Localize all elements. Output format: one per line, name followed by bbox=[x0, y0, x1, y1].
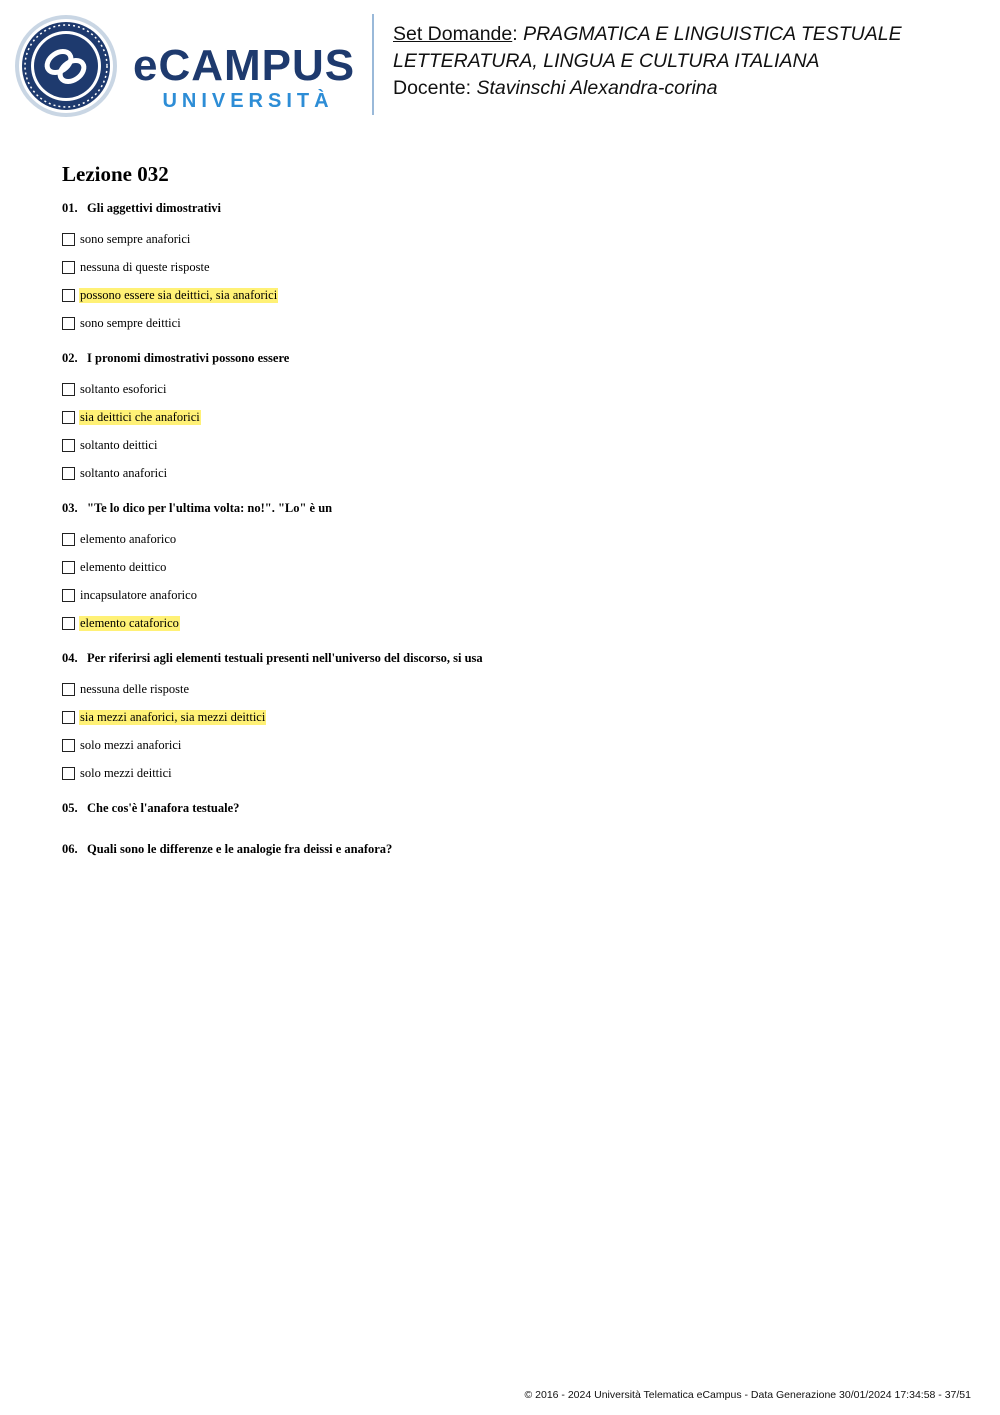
set-label: Set Domande bbox=[393, 23, 513, 45]
page-content bbox=[62, 160, 962, 882]
course-line-2-row bbox=[393, 48, 983, 75]
question-number: 02. bbox=[62, 351, 78, 365]
checkbox-icon[interactable] bbox=[62, 561, 75, 574]
checkbox-icon[interactable] bbox=[62, 289, 75, 302]
checkbox-icon[interactable] bbox=[62, 533, 75, 546]
answer-option[interactable] bbox=[62, 525, 962, 553]
answer-option[interactable] bbox=[62, 225, 962, 253]
question bbox=[62, 500, 962, 637]
answer-text: solo mezzi anaforici bbox=[80, 737, 182, 752]
checkbox-icon[interactable] bbox=[62, 617, 75, 630]
answer-option[interactable] bbox=[62, 431, 962, 459]
answer-text: sono sempre anaforici bbox=[80, 231, 191, 246]
answer-text: nessuna di queste risposte bbox=[80, 259, 210, 274]
page-header bbox=[0, 0, 1000, 130]
question bbox=[62, 350, 962, 487]
answer-option[interactable] bbox=[62, 253, 962, 281]
answer-option[interactable] bbox=[62, 403, 962, 431]
question-number: 04. bbox=[62, 651, 78, 665]
question-header bbox=[62, 650, 962, 666]
answer-text-highlighted: sia deittici che anaforici bbox=[80, 409, 200, 424]
question bbox=[62, 200, 962, 337]
question-number: 05. bbox=[62, 801, 78, 815]
answer-option[interactable] bbox=[62, 553, 962, 581]
checkbox-icon[interactable] bbox=[62, 739, 75, 752]
answer-text: nessuna delle risposte bbox=[80, 681, 190, 696]
checkbox-icon[interactable] bbox=[62, 711, 75, 724]
checkbox-icon[interactable] bbox=[62, 439, 75, 452]
question-text: "Te lo dico per l'ultima volta: no!". "Lo" è un bbox=[87, 501, 333, 515]
checkbox-icon[interactable] bbox=[62, 261, 75, 274]
checkbox-icon[interactable] bbox=[62, 317, 75, 330]
answer-option[interactable] bbox=[62, 731, 962, 759]
question-header bbox=[62, 200, 962, 216]
header-divider bbox=[372, 14, 374, 115]
answer-text: elemento deittico bbox=[80, 559, 167, 574]
answer-option[interactable] bbox=[62, 309, 962, 337]
checkbox-icon[interactable] bbox=[62, 411, 75, 424]
answer-option[interactable] bbox=[62, 281, 962, 309]
logo-word: eCAMPUS bbox=[133, 41, 356, 90]
answer-text-highlighted: elemento cataforico bbox=[80, 615, 179, 630]
answer-text-highlighted: sia mezzi anaforici, sia mezzi deittici bbox=[80, 709, 266, 724]
docente-name: Stavinschi Alexandra-corina bbox=[476, 77, 718, 99]
checkbox-icon[interactable] bbox=[62, 233, 75, 246]
answer-text: elemento anaforico bbox=[80, 531, 177, 546]
page-footer: © 2016 - 2024 Università Telematica eCampus - Data Generazione 30/01/2024 17:34:58 - 37/51 bbox=[524, 1389, 971, 1401]
question bbox=[62, 800, 962, 816]
question-header bbox=[62, 800, 962, 816]
answer-option[interactable] bbox=[62, 759, 962, 787]
question-header bbox=[62, 350, 962, 366]
answer-text-highlighted: possono essere sia deittici, sia anaforici bbox=[80, 287, 278, 302]
answer-text: soltanto esoforici bbox=[80, 381, 167, 396]
question-text: I pronomi dimostrativi possono essere bbox=[87, 351, 290, 365]
answer-text: solo mezzi deittici bbox=[80, 765, 172, 780]
ecampus-wordmark bbox=[133, 41, 356, 113]
set-line: Set Domande: PRAGMATICA E LINGUISTICA TESTUALE bbox=[393, 23, 902, 45]
question-number: 01. bbox=[62, 201, 78, 215]
answer-text: incapsulatore anaforico bbox=[80, 587, 197, 602]
checkbox-icon[interactable] bbox=[62, 383, 75, 396]
answer-text: sono sempre deittici bbox=[80, 315, 181, 330]
question-text: Gli aggettivi dimostrativi bbox=[87, 201, 222, 215]
question-text: Quali sono le differenze e le analogie fra deissi e anafora? bbox=[87, 842, 393, 856]
answer-option[interactable] bbox=[62, 459, 962, 487]
question-header bbox=[62, 841, 962, 857]
answer-option[interactable] bbox=[62, 375, 962, 403]
answer-text: soltanto deittici bbox=[80, 437, 158, 452]
question-list bbox=[62, 200, 962, 857]
course-line-1: PRAGMATICA E LINGUISTICA TESTUALE bbox=[523, 23, 902, 45]
docente-line: Docente: Stavinschi Alexandra-corina bbox=[393, 77, 718, 99]
logo-sub: UNIVERSITÀ bbox=[162, 90, 334, 112]
question-text: Per riferirsi agli elementi testuali presenti nell'universo del discorso, si usa bbox=[87, 651, 483, 665]
course-line-2: LETTERATURA, LINGUA E CULTURA ITALIANA bbox=[393, 50, 820, 72]
answer-text: soltanto anaforici bbox=[80, 465, 168, 480]
answer-option[interactable] bbox=[62, 675, 962, 703]
question bbox=[62, 841, 962, 857]
lesson-title: Lezione 032 bbox=[62, 162, 169, 186]
checkbox-icon[interactable] bbox=[62, 589, 75, 602]
answer-option[interactable] bbox=[62, 581, 962, 609]
answer-option[interactable] bbox=[62, 703, 962, 731]
header-info bbox=[393, 21, 983, 102]
question bbox=[62, 650, 962, 787]
checkbox-icon[interactable] bbox=[62, 767, 75, 780]
question-text: Che cos'è l'anafora testuale? bbox=[87, 801, 240, 815]
question-number: 06. bbox=[62, 842, 78, 856]
docente-label: Docente bbox=[393, 77, 466, 99]
checkbox-icon[interactable] bbox=[62, 467, 75, 480]
checkbox-icon[interactable] bbox=[62, 683, 75, 696]
question-header bbox=[62, 500, 962, 516]
answer-option[interactable] bbox=[62, 609, 962, 637]
university-seal-logo bbox=[14, 14, 118, 118]
question-number: 03. bbox=[62, 501, 78, 515]
